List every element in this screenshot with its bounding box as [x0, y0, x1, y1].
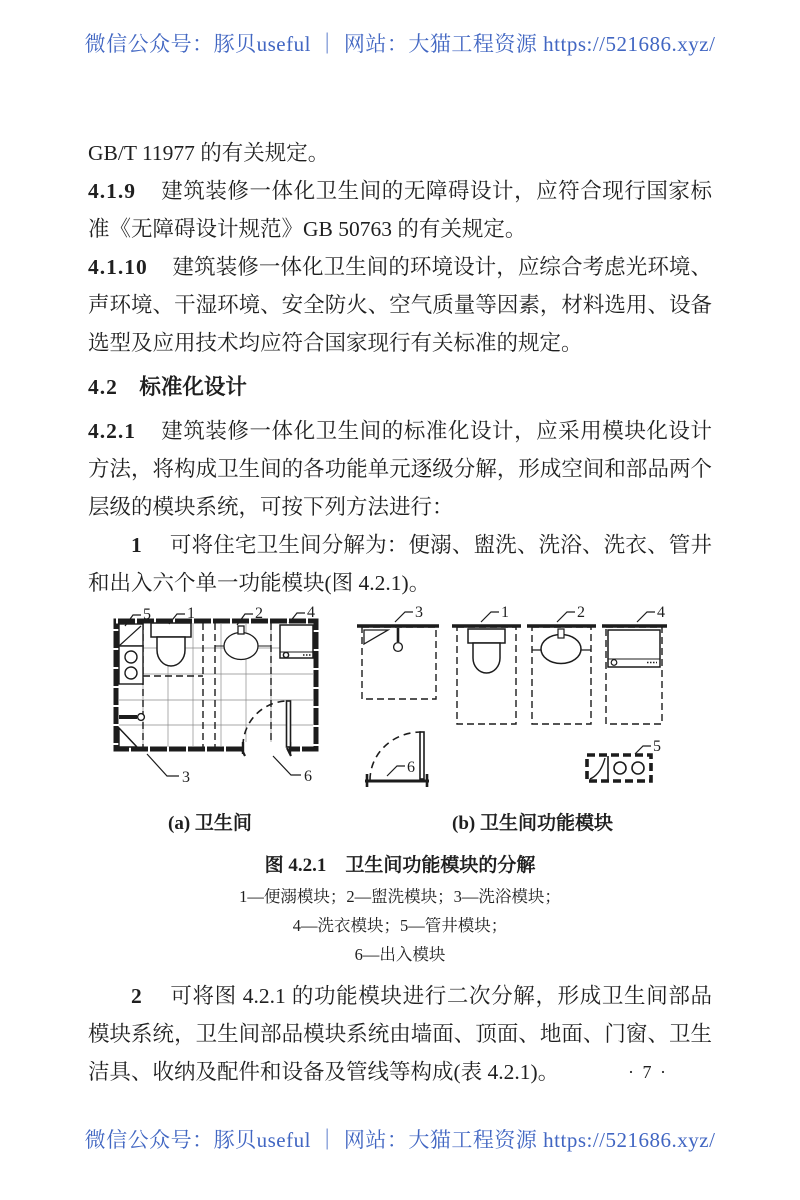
washing-machine-symbol [280, 625, 313, 658]
bathroom-plan-diagram [103, 604, 335, 794]
module-washer [602, 612, 667, 724]
clause-4-2-1 [88, 412, 712, 526]
clause-text: 建筑装修一体化卫生间的标准化设计，应采用模块化设计方法，将构成卫生间的各功能单元逐级分解，形成空间和部品两个层级的模块系统，可按下列方法进行： [88, 419, 712, 519]
legend-line-3: 6—出入模块 [354, 945, 446, 964]
legend-line-2: 4—洗衣模块；5—管井模块； [292, 916, 508, 935]
item-number: 1 [131, 533, 142, 557]
clause-text: GB/T 11977 的有关规定。 [88, 141, 330, 165]
plan-label-4: 4 [307, 604, 315, 621]
module-label-4: 4 [657, 604, 665, 621]
plan-label-6: 6 [304, 768, 312, 785]
section-title: 标准化设计 [139, 375, 247, 399]
item-text: 可将住宅卫生间分解为：便溺、盥洗、洗浴、洗衣、管井和出入六个单一功能模块(图 4.2.1)。 [88, 533, 712, 595]
clause-text: 建筑装修一体化卫生间的环境设计，应综合考虑光环境、声环境、干湿环境、安全防火、空气质量等因素，材料选用、设备选型及应用技术均应符合国家现行有关标准的规定。 [88, 255, 712, 355]
figure-legend [0, 882, 800, 969]
section-heading-4-2 [88, 368, 712, 406]
clause-number: 4.1.10 [88, 255, 148, 279]
body-text-continued [88, 977, 712, 1091]
paragraph-continuation [88, 134, 712, 172]
watermark-header: 微信公众号：豚贝useful ｜ 网站：大猫工程资源 https://521686.xyz/ [84, 32, 716, 56]
sink-symbol [215, 626, 271, 660]
function-modules-diagram [349, 604, 671, 794]
figure-captions [0, 808, 800, 842]
shower-symbol [119, 714, 144, 747]
door-symbol [241, 701, 291, 756]
clause-text: 建筑装修一体化卫生间的无障碍设计，应符合现行国家标准《无障碍设计规范》GB 50763 的有关规定。 [88, 179, 712, 241]
list-item-2 [88, 977, 712, 1091]
plan-label-5: 5 [143, 606, 151, 623]
module-label-5: 5 [653, 738, 661, 755]
plan-label-2: 2 [255, 605, 263, 622]
watermark-footer: 微信公众号：豚贝useful ｜ 网站：大猫工程资源 https://521686.xyz/ [84, 1128, 716, 1152]
clause-number: 4.1.9 [88, 179, 136, 203]
item-text: 可将图 4.2.1 的功能模块进行二次分解，形成卫生间部品模块系统，卫生间部品模块系统由墙面、顶面、地面、门窗、卫生洁具、收纳及配件和设备及管线等构成(表 4.2.1)。 [88, 984, 712, 1084]
clause-number: 4.2.1 [88, 419, 136, 443]
section-number: 4.2 [88, 375, 118, 399]
module-sink [527, 612, 596, 724]
module-label-6: 6 [407, 759, 415, 776]
plan-label-3: 3 [182, 769, 190, 786]
figure-title: 图 4.2.1 卫生间功能模块的分解 [264, 855, 536, 876]
module-label-1: 1 [501, 604, 509, 621]
module-label-2: 2 [577, 604, 585, 621]
list-item-1 [88, 526, 712, 602]
plan-label-1: 1 [187, 605, 195, 622]
module-shower [357, 612, 439, 699]
body-text [88, 134, 712, 602]
legend-line-1: 1—便溺模块；2—盥洗模块；3—洗浴模块； [239, 887, 561, 906]
page-number: · 7 · [628, 1062, 668, 1082]
pipe-shaft-symbol [119, 624, 143, 684]
module-door [365, 732, 429, 787]
module-toilet [452, 612, 521, 724]
caption-b: (b) 卫生间功能模块 [452, 813, 613, 834]
caption-a: (a) 卫生间 [168, 813, 252, 834]
clause-4-1-9 [88, 172, 712, 248]
figure-4-2-1 [0, 604, 800, 796]
item-number: 2 [131, 984, 142, 1008]
module-label-3: 3 [415, 604, 423, 621]
toilet-symbol [151, 623, 191, 666]
clause-4-1-10 [88, 248, 712, 362]
module-shaft [587, 746, 651, 781]
